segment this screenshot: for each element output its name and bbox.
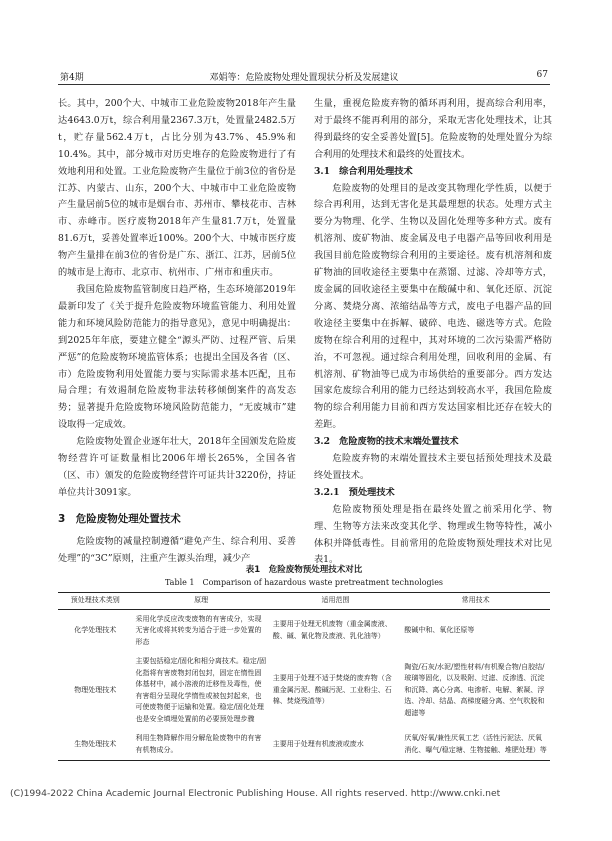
subsection-heading: 3.1 综合利用处理技术 <box>314 165 413 177</box>
table-cell: 主要用于处理有机废液或废水 <box>270 729 402 761</box>
table-row <box>58 729 550 761</box>
left-column <box>58 96 296 567</box>
running-header <box>58 70 550 85</box>
copyright-footer: (C)1994-2022 China Academic Journal Electronic Publishing House. All rights reserved. http://www.cnki.net <box>10 788 501 799</box>
table-cell: 利用生物降解作用分解危险废物中的有害有机物成分。 <box>132 729 269 761</box>
paragraph: 危险废物的处理目的是改变其物理化学性质，以便于综合再利用，达到无害化是其最理想的状态。处理方式主要分为物理、化学、生物以及固化处理等多种方式。废有机溶剂、废矿物油、废金属及电子电器产品等回收利用是我国目前危险废物综合利用的主要途径。废有机溶剂和废矿物油的回收途径主要集中在蒸馏、过滤、冷却等方式，废金属的回收途径主要集中在酸碱中和、氧化还原、沉淀分离、焚烧分离、浓缩结晶等方式，废电子电器产品的回收途径主要集中在拆解、破碎、电选、磁选等方式。危险废物在综合利用的过程中，其对环境的二次污染需严格防治，不可忽视。通过综合利用处理，回收利用的金属、有机溶剂、矿物油等已成为市场供给的重要部分。西方发达国家危废综合利用的能力已经达到较高水平，我国危险废物的综合利用能力目前和西方发达国家相比还存在较大的差距。 <box>314 182 552 431</box>
table-cell: 厌氧/好氧/兼性厌氧工艺（活性污泥法、厌氧消化、曝气/稳定塘、生物接触、堆肥处理）等 <box>401 729 550 761</box>
paragraph: 危险废弃物的末端处置技术主要包括预处理技术及最终处置技术。 <box>314 453 552 481</box>
column-header: 常用技术 <box>401 593 550 610</box>
table-caption-zh: 表1 危险废物预处理技术对比 <box>245 565 363 575</box>
subsubsection-heading: 3.2.1 预处理技术 <box>314 486 395 498</box>
table-cell: 主要用于处理不适于焚烧的废弃物（含重金属污泥、酸碱污泥、工业粉尘、石棉、焚烧残渣等） <box>272 674 392 706</box>
paragraph: 危险废物预处理是指在最终处置之前采用化学、物理、生物等方法来改变其化学、物理或生物等特性，减小体积并降低毒性。目前常用的危险废物预处理技术对比见表1。 <box>314 503 552 566</box>
table-header-row <box>58 593 550 610</box>
table-cell: 酸碱中和、氧化还原等 <box>404 626 475 634</box>
table-caption <box>58 563 550 588</box>
table-caption-en: Table 1 Comparison of hazardous waste pretreatment technologies <box>164 578 444 587</box>
table-cell: 主要用于处理无机废物（重金属废液、酸、碱、氰化物及废液、乳化油等） <box>272 620 392 640</box>
running-title: 邓娟等：危险废物处理处置现状分析及发展建议 <box>209 73 399 83</box>
table-cell: 陶瓷/石灰/水泥/塑性材料/有机聚合物/自胶结/玻璃等固化，以及吸附、过滤、反渗透、沉淀和沉降、离心分离、电渗析、电解、絮凝、浮选、冷却、结晶、高梯度磁分离、空气吹脱和超滤等 <box>404 662 545 717</box>
paragraph: 长。其中，200个大、中城市工业危险废物2018年产生量达4643.0万t，综合利用量2367.3万t，处置量2482.5万t，贮存量562.4万t，占比分别为43.7%、45.9%和10.4%。其中，部分城市对历史堆存的危险废物进行了有效地利用和处置。工业危险废物产生量位于前3位的省份是江苏、内蒙古、山东，200个大、中城市中工业危险废物产生量居前5位的城市是烟台市、苏州市、攀枝花市、吉林市、赤峰市。医疗废物2018年产生量81.7万t，处置量81.6万t，妥善处置率近100%。200个大、中城市医疗废物产生量排在前3位的省份是广东、浙江、江苏，居前5位的城市是上海市、北京市、杭州市、广州市和重庆市。 <box>58 98 296 279</box>
column-header: 预处理技术类别 <box>58 593 132 610</box>
issue-number: 第4期 <box>60 73 84 83</box>
paragraph: 我国危险废物监管制度日趋严格，生态环境部2019年最新印发了《关于提升危险废物环境监管能力、利用处置能力和环境风险防范能力的指导意见》，意见中明确提出：到2025年年底，要建立健全“源头严防、过程严管、后果严惩”的危险废物环境监管体系；也提出全国及各省（区、市）危险废物利用处置能力要与实际需求基本匹配，且布局合理；有效遏制危险废物非法转移倾倒案件的高发态势；显著提升危险废物环境风险防范能力，“无废城市”建设取得一定成效。 <box>58 283 296 431</box>
paragraph: 危险废物处置企业逐年壮大，2018年全国颁发危险废物经营许可证数量相比2006年增长265%，全国各省（区、市）颁发的危险废物经营许可证共计3220份，持证单位共计3091家。 <box>58 436 296 498</box>
table-cell: 物理处理技术 <box>74 685 117 694</box>
section-heading: 3 危险废物处理处置技术 <box>58 512 181 525</box>
subsection-heading: 3.2 危险废物的技术末端处置技术 <box>314 436 459 448</box>
table-row <box>58 652 550 729</box>
table-cell: 主要包括稳定/固化和相分离技术。稳定/固化指将有害废物封闭包封，固定在惰性固体基材中，减小溶液的迁移性及毒性，使有害组分呈现化学惰性或被包封起来，也可使废物便于运输和处置。稳定/固化处理也是安全填埋处置前的必要预处理步骤 <box>135 657 267 723</box>
paragraph: 生量，重视危险废弃物的循环再利用，提高综合利用率，对于最终不能再利用的部分，采取无害化处理技术，让其得到最终的安全妥善处置[5]。危险废物的处理处置分为综合利用的处理技术和最终的处置技术。 <box>314 98 552 160</box>
paragraph: 危险废物的减量控制遵循“避免产生、综合利用、妥善处理”的“3C”原则，注重产生源头治理，减少产 <box>58 535 296 564</box>
column-header: 适用范围 <box>270 593 402 610</box>
table-cell: 化学处理技术 <box>74 626 117 634</box>
table-cell: 采用化学反应改变废物的有害成分，实现无害化或将其转变为适合于进一步处置的形态 <box>135 614 262 646</box>
pretreatment-comparison-table <box>58 592 550 761</box>
table-row <box>58 609 550 652</box>
table-cell: 生物处理技术 <box>58 729 132 761</box>
column-header: 原理 <box>132 593 269 610</box>
page-number: 67 <box>536 70 548 80</box>
right-column <box>314 96 552 569</box>
